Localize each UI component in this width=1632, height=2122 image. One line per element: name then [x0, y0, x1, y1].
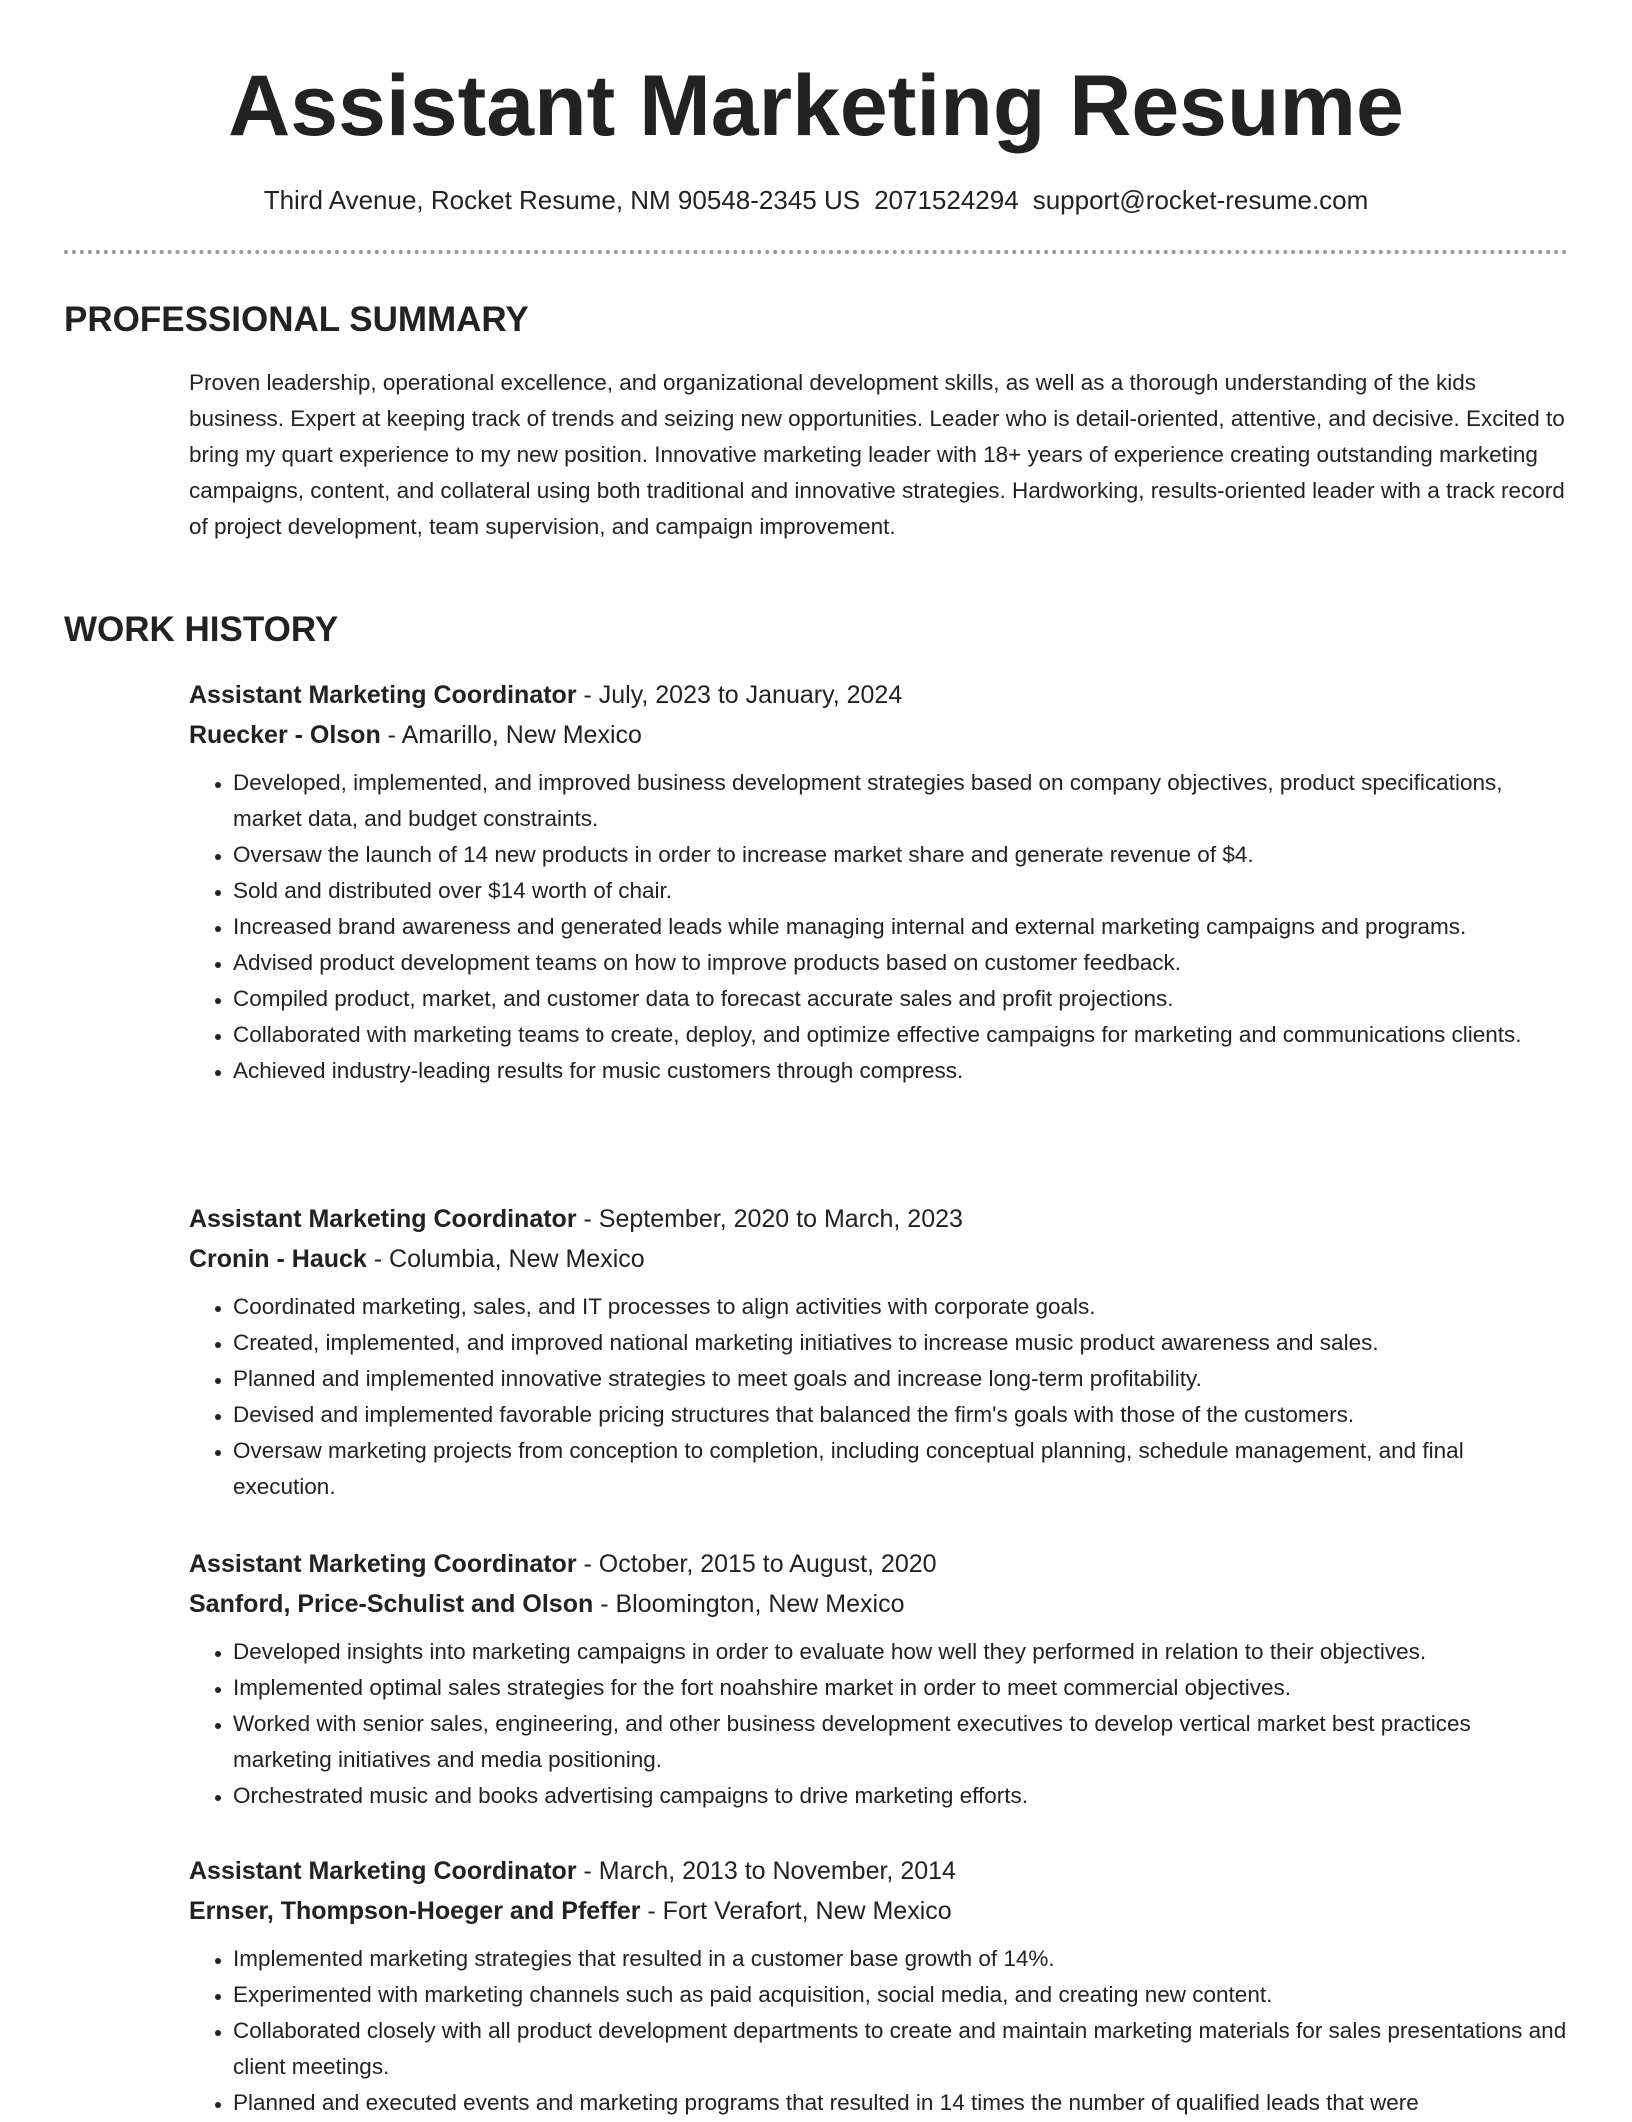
- job-bullet: • Compiled product, market, and customer data to forecast accurate sales and profit projections.: [233, 981, 1569, 1017]
- job-bullet: • Planned and implemented innovative strategies to meet goals and increase long-term profitability.: [233, 1361, 1569, 1397]
- job-company: Ernser, Thompson-Hoeger and Pfeffer: [189, 1897, 641, 1925]
- job-company-line: [189, 715, 1569, 755]
- job-bullet: • Developed insights into marketing campaigns in order to evaluate how well they performed in relation to their objectives.: [233, 1634, 1569, 1670]
- summary-heading: PROFESSIONAL SUMMARY: [64, 300, 529, 339]
- job-bullet: • Implemented optimal sales strategies for the fort noahshire market in order to meet commercial objectives.: [233, 1670, 1569, 1706]
- job-bullet: • Planned and executed events and marketing programs that resulted in 14 times the number of qualified leads that were: [233, 2085, 1569, 2121]
- job-dates: - July, 2023 to January, 2024: [576, 681, 903, 709]
- job-bullet: • Collaborated with marketing teams to create, deploy, and optimize effective campaigns for marketing and communications clients.: [233, 1017, 1569, 1053]
- contact-line: [0, 182, 1632, 218]
- job-title: Assistant Marketing Coordinator: [189, 1205, 577, 1233]
- job-dates: - October, 2015 to August, 2020: [576, 1550, 937, 1578]
- job-bullet: • Developed, implemented, and improved business development strategies based on company objectives, product specifications, market data, and budget constraints.: [233, 765, 1569, 837]
- job-title: Assistant Marketing Coordinator: [189, 1550, 577, 1578]
- job-bullet: • Collaborated closely with all product development departments to create and maintain marketing materials for sales presentations and client meetings.: [233, 2013, 1569, 2085]
- summary-text: Proven leadership, operational excellence, and organizational development skills, as well as a thorough understanding of the kids business. Expert at keeping track of trends and seizing new opportunities. Leader who is detail-oriented, attentive, and decisive. Excited to bring my quart experience to my new position. Innovative marketing leader with 18+ years of experience creating outstanding marketing campaigns, content, and collateral using both traditional and innovative strategies. Hardworking, results-oriented leader with a track record of project development, team supervision, and campaign improvement.: [189, 370, 1565, 539]
- resume-title: Assistant Marketing Resume: [228, 58, 1404, 154]
- job-location: - Fort Verafort, New Mexico: [640, 1897, 952, 1925]
- job-bullet: • Increased brand awareness and generated leads while managing internal and external marketing campaigns and programs.: [233, 909, 1569, 945]
- job-bullet: • Oversaw the launch of 14 new products in order to increase market share and generate revenue of $4.: [233, 837, 1569, 873]
- job-title-line: [189, 675, 1569, 715]
- job-title: Assistant Marketing Coordinator: [189, 1857, 577, 1885]
- job-company: Ruecker - Olson: [189, 721, 381, 749]
- job-bullet: • Sold and distributed over $14 worth of chair.: [233, 873, 1569, 909]
- job-bullet: • Advised product development teams on how to improve products based on customer feedback.: [233, 945, 1569, 981]
- job-bullet: • Orchestrated music and books advertising campaigns to drive marketing efforts.: [233, 1778, 1569, 1814]
- job-entry: [189, 1544, 1569, 1814]
- job-bullet: • Devised and implemented favorable pricing structures that balanced the firm's goals with those of the customers.: [233, 1397, 1569, 1433]
- contact-phone: 2071524294: [874, 185, 1019, 215]
- job-company: Cronin - Hauck: [189, 1245, 367, 1273]
- job-company: Sanford, Price-Schulist and Olson: [189, 1590, 594, 1618]
- job-title-line: [189, 1199, 1569, 1239]
- job-bullet: • Implemented marketing strategies that resulted in a customer base growth of 14%.: [233, 1941, 1569, 1977]
- work-history-heading: WORK HISTORY: [64, 610, 339, 649]
- job-bullet: • Worked with senior sales, engineering, and other business development executives to develop vertical market best practices marketing initiatives and media positioning.: [233, 1706, 1569, 1778]
- job-bullet: • Oversaw marketing projects from conception to completion, including conceptual planning, schedule management, and final execution.: [233, 1433, 1569, 1505]
- job-title-line: [189, 1851, 1569, 1891]
- job-location: - Amarillo, New Mexico: [380, 721, 642, 749]
- job-dates: - March, 2013 to November, 2014: [576, 1857, 956, 1885]
- job-entry: [189, 675, 1569, 1089]
- job-bullet: • Coordinated marketing, sales, and IT processes to align activities with corporate goals.: [233, 1289, 1569, 1325]
- job-dates: - September, 2020 to March, 2023: [576, 1205, 963, 1233]
- job-location: - Columbia, New Mexico: [366, 1245, 645, 1273]
- job-location: - Bloomington, New Mexico: [593, 1590, 905, 1618]
- job-entry: [189, 1851, 1569, 2121]
- job-bullets: [189, 1289, 1569, 1505]
- job-bullet: • Created, implemented, and improved national marketing initiatives to increase music product awareness and sales.: [233, 1325, 1569, 1361]
- job-bullets: [189, 765, 1569, 1089]
- job-company-line: [189, 1891, 1569, 1931]
- job-entry: [189, 1199, 1569, 1505]
- job-bullets: [189, 1634, 1569, 1814]
- job-company-line: [189, 1239, 1569, 1279]
- job-bullet: • Achieved industry-leading results for music customers through compress.: [233, 1053, 1569, 1089]
- job-title-line: [189, 1544, 1569, 1584]
- contact-email: support@rocket-resume.com: [1032, 185, 1369, 215]
- job-title: Assistant Marketing Coordinator: [189, 681, 577, 709]
- header-divider: [64, 250, 1568, 254]
- contact-address: Third Avenue, Rocket Resume, NM 90548-2345 US: [263, 185, 861, 215]
- job-bullet: • Experimented with marketing channels such as paid acquisition, social media, and creating new content.: [233, 1977, 1569, 2013]
- job-company-line: [189, 1584, 1569, 1624]
- job-bullets: [189, 1941, 1569, 2121]
